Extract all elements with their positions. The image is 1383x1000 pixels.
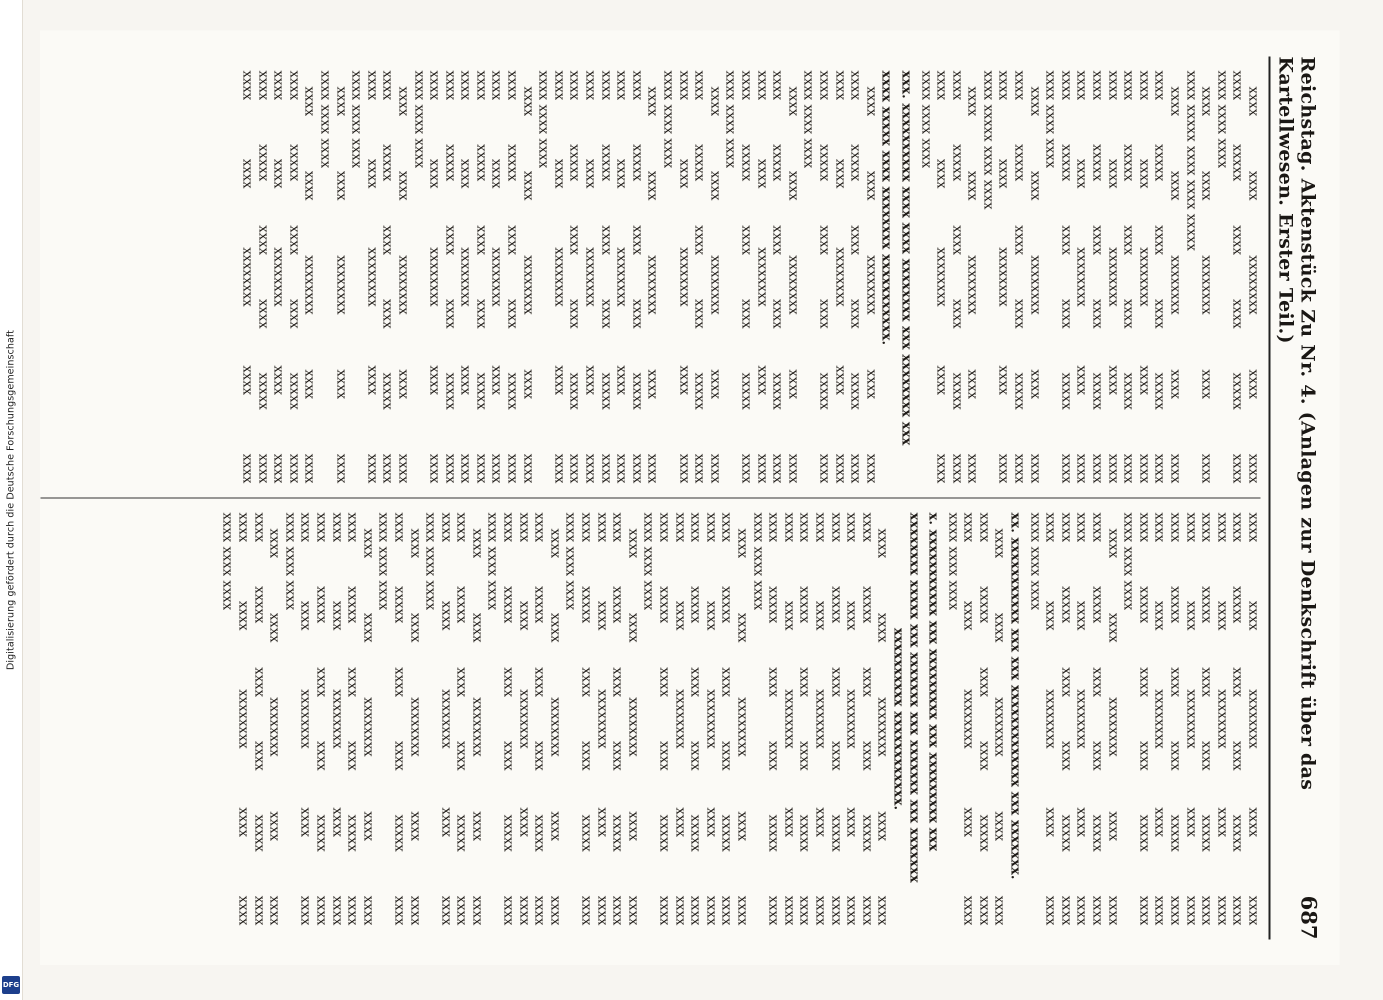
text-line: xxxx xxxxx xxxx xxxx xxxxx xxxx <box>1011 70 1027 484</box>
text-line: xxxx xxxx xxxxxxxx xxxx xxxx <box>1136 70 1152 484</box>
section-heading: xx. xxxxxxxxxxx xxx xxx xxxxxxxxxxxxx xxx xxxxxxx. <box>1007 512 1023 880</box>
text-line: xxxx xxxx xxxxxxxx xxxx xxxx <box>1183 512 1199 926</box>
text-line: xxxx xxxx xxxx <box>562 512 578 611</box>
scanned-page <box>40 31 1340 966</box>
text-line: xxxx xxxxx xxxx xxxx xxxxx xxxx <box>500 512 516 926</box>
text-line: xxxx xxxxx xxxx xxxx xxxxx xxxx <box>391 512 407 926</box>
text-line: xxxx xxxx xxxxxxxx xxxx xxxx <box>644 86 660 484</box>
scanned-page-area <box>40 30 1340 965</box>
text-line: xxxx xxxx xxxxxxxx xxxx xxxx <box>407 528 423 926</box>
text-line: xxxx xxxxx xxxx xxxx xxxxx xxxx <box>656 512 672 926</box>
text-line: xxxx xxxx xxxx <box>411 70 427 169</box>
text-line: xxxx xxxx xxxxxxxx xxxx xxxx <box>457 70 473 484</box>
text-line: xxxx xxxxx xxxx xxxx xxxxx xxxx <box>1229 70 1245 484</box>
text-line: xxxx xxxxx xxxx xxxx xxxxx xxxx <box>1089 70 1105 484</box>
text-line: xxxx xxxx xxxxxxxx xxxx xxxx <box>395 86 411 484</box>
page-number: 687 <box>1296 895 1322 940</box>
text-line: xxxx xxxxx xxxx xxxx xxxxx xxxx <box>286 70 302 484</box>
text-line: xxxx xxxx xxxx <box>640 512 656 611</box>
text-line: xxxx xxxx xxxxxxxx xxxx xxxx <box>1214 512 1230 926</box>
text-line: xxxx xxxxx xxxx xxxx <box>980 70 996 210</box>
text-line: xxxx xxxxx xxxx xxxx xxxxx xxxx <box>629 70 645 484</box>
text-line: xxxx xxxxx xxxx xxxx xxxxx xxxx <box>1089 512 1105 926</box>
text-line: xxxx xxxxx xxxx xxxx xxxxx xxxx <box>1198 512 1214 926</box>
text-line: xxxx xxxx xxxxxxxx xxxx xxxx <box>933 70 949 484</box>
text-line: xxxx xxxx xxxxxxxx xxxx xxxx <box>426 70 442 484</box>
dfg-logo-icon: DFG <box>2 976 20 994</box>
text-line: xxxx xxxx xxxxxxxx xxxx xxxx <box>734 528 750 926</box>
text-line: xxxx xxxxx xxxx xxxx xxxxx <box>1183 70 1199 251</box>
text-line: xxxx xxxxx xxxx xxxx xxxxx xxxx <box>687 512 703 926</box>
text-line: xxxx xxxxx xxxx xxxx xxxxx xxxx <box>718 512 734 926</box>
text-line: xxxx xxxxx xxxx xxxx xxxxx xxxx <box>769 70 785 484</box>
text-line: xxxx xxxx xxxxxxxx xxxx xxxx <box>1042 512 1058 926</box>
text-line: xxxx xxxx xxxxxxxx xxxx xxxx <box>992 528 1007 926</box>
text-line: xxxx xxxxx xxxx xxxx xxxxx xxxx <box>859 512 875 926</box>
text-line: xxxx xxxx xxxx <box>348 70 364 169</box>
text-line: xxxx xxxxx xxxx xxxx xxxxx xxxx <box>738 70 754 484</box>
text-line: xxxx xxxxx xxxx xxxx xxxxx xxxx <box>976 512 992 926</box>
text-line: xxxx xxxx xxxx <box>918 70 934 169</box>
text-line: xxxx xxxx xxxxxxxx xxxx xxxx <box>676 70 692 484</box>
text-line: xxxx xxxx xxxxxxxx xxxx xxxx <box>707 86 723 484</box>
text-line: xxxx xxxx xxxxxxxx xxxx xxxx <box>1198 86 1214 484</box>
text-line: xxxx xxxxx xxxx xxxx xxxxx xxxx <box>473 70 489 484</box>
section-heading: x. xxxxxxxxxxx xxx xxxxxxxxx xxx xxxxxxxxx xxx <box>925 512 941 852</box>
text-column-left <box>41 57 1261 498</box>
text-line: xxxx xxxx xxxx <box>1027 512 1043 611</box>
text-line: xxxx xxxx xxxxxxxx xxxx xxxx <box>520 86 536 484</box>
text-line: xxxx xxxx xxxxxxxx xxxx xxxx <box>703 512 719 926</box>
text-column-right <box>41 499 1261 940</box>
text-line: xxxx xxxx xxxxxxxx xxxx xxxx <box>582 70 598 484</box>
text-line: xxxx xxxxx xxxx xxxx xxxxx xxxx <box>578 512 594 926</box>
text-line: xxxx xxxx xxxxxxxx xxxx xxxx <box>960 512 976 926</box>
text-line: xxxx xxxx xxxxxxxx xxxx xxxx <box>625 528 641 926</box>
text-line: xxxx xxxx xxxxxxxx xxxx xxxx <box>547 528 563 926</box>
running-header <box>1269 57 1322 940</box>
text-line: xxxx xxxxx xxxx xxxx xxxxx xxxx <box>1151 70 1167 484</box>
text-line: xxxx xxxx xxxxxxxx xxxx xxxx <box>781 512 797 926</box>
text-line: xxxx xxxx xxxxxxxx xxxx xxxx <box>239 70 255 484</box>
text-line: xxxx xxxx xxxx <box>1042 70 1058 169</box>
text-line: xxxx xxxx xxxxxxxx xxxx xxxx <box>266 528 282 926</box>
section-heading: xxxxxxxx xxxxx xxx xxxxxxx xxx xxxxxxx xxx xxxxxxx <box>906 512 922 883</box>
text-line: xxxx xxxxx xxxx xxxx xxxxx xxxx <box>504 70 520 484</box>
text-line: xxxx xxxx xxxxxxxx xxxx xxxx <box>863 86 879 484</box>
text-line: xxxx xxxx xxxx <box>375 512 391 611</box>
text-line: xxxx xxxx xxxx <box>1214 70 1230 169</box>
text-line: xxxx xxxxx xxxx xxxx xxxxx xxxx <box>847 70 863 484</box>
text-line: xxxx xxxxx xxxx xxxx xxxxx xxxx <box>255 70 271 484</box>
text-line: xxxx xxxxx xxxx xxxx xxxxx xxxx <box>566 70 582 484</box>
text-line: xxxx xxxxx xxxx xxxx xxxxx xxxx <box>313 512 329 926</box>
section-heading: xxx. xxxxxxxxxx xxxx xxxx xxxxxxxx xxx xxxxxxxx xxx <box>898 70 914 446</box>
text-line: xxxx xxxx xxxxxxxx xxxx xxxx <box>360 528 376 926</box>
text-line: xxxx xxxxx xxxx xxxx xxxxx xxxx <box>453 512 469 926</box>
text-line: xxxx xxxx xxxxxxxx xxxx xxxx <box>489 70 504 484</box>
section-heading: xxxx xxxxx xxxx xxxxxxxx xxxxxxxxxxx. <box>878 70 894 346</box>
text-line: xxxx xxxxx xxxx xxxx xxxxx xxxx <box>816 70 832 484</box>
text-line: xxxx xxxx xxxx <box>422 512 438 611</box>
text-line: xxxx xxxx xxxxxxxx xxxx xxxx <box>812 512 828 926</box>
text-line: xxxx xxxx xxxxxxxx xxxx xxxx <box>516 512 532 926</box>
text-line: xxxx xxxx xxxxxxxx xxxx xxxx <box>613 70 629 484</box>
text-line: xxxx xxxx xxxxxxxx xxxx xxxx <box>301 86 317 484</box>
text-line: xxxx xxxx xxxxxxxx xxxx xxxx <box>438 512 454 926</box>
text-line: xxxx xxxxx xxxx xxxx xxxxx xxxx <box>344 512 360 926</box>
text-line: xxxx xxxxx xxxx xxxx xxxxx xxxx <box>1136 512 1152 926</box>
text-line: xxxx xxxx xxxx <box>535 70 551 169</box>
text-line: xxxx xxxx xxxx <box>317 70 333 169</box>
text-line: xxxx xxxx xxxxxxxx xxxx xxxx <box>235 512 251 926</box>
text-line: xxxx xxxx xxxxxxxx xxxx xxxx <box>364 70 380 484</box>
text-line: xxxx xxxxx xxxx xxxx xxxxx xxxx <box>1229 512 1245 926</box>
text-line: xxxx xxxx xxxxxxxx xxxx xxxx <box>996 70 1011 484</box>
text-line: xxxx xxxxx xxxx xxxx xxxxx xxxx <box>1058 70 1074 484</box>
text-line: xxxx xxxx xxxxxxxx xxxx xxxx <box>594 512 610 926</box>
text-line: xxxx xxxx xxxxxxxx xxxx xxxx <box>297 512 313 926</box>
text-line: xxxx xxxx xxxxxxxx xxxx xxxx <box>1245 86 1261 484</box>
text-line: xxxx xxxx xxxxxxxx xxxx xxxx <box>1245 512 1261 926</box>
text-line: xxxx xxxx xxxxxxxx xxxx xxxx <box>1105 70 1121 484</box>
text-line: xxxx xxxx xxxxxxxx xxxx xxxx <box>1027 86 1043 484</box>
text-line: xxxx xxxxx xxxx xxxx xxxxx xxxx <box>1120 70 1136 484</box>
text-line: xxxx xxxx xxxx <box>800 70 816 169</box>
text-line: xxxx xxxxx xxxx xxxx xxxxx xxxx <box>796 512 812 926</box>
section-heading: xxxxxxxxxx xxxxxxxxxxxx. <box>890 627 906 811</box>
text-line: xxxx xxxx xxxx <box>750 512 766 611</box>
text-line: xxxx xxxx xxxxxxxx xxxx xxxx <box>1073 70 1089 484</box>
text-line: xxxx xxxx xxxxxxxx xxxx xxxx <box>1105 528 1121 926</box>
text-line: xxxx xxxx xxxx <box>282 512 298 611</box>
text-line: xxxx xxxx xxxxxxxx xxxx xxxx <box>832 70 848 484</box>
text-line: xxxx xxxx xxxxxxxx xxxx xxxx <box>1151 512 1167 926</box>
text-line: xxxx xxxx xxxx <box>722 70 738 169</box>
text-line: xxxx xxxx xxxx <box>219 512 235 611</box>
text-line: xxxx xxxx xxxxxxxx xxxx xxxx <box>672 512 688 926</box>
digitization-credit: Digitalisierung gefördert durch die Deutsche Forschungsgemeinschaft <box>5 330 17 670</box>
text-line: xxxx xxxx xxxxxxxx xxxx xxxx <box>874 528 890 926</box>
text-line: xxxx xxxxx xxxx xxxx xxxxx xxxx <box>765 512 781 926</box>
text-line: xxxx xxxx xxxxxxxx xxxx xxxx <box>270 70 286 484</box>
text-line: xxxx xxxxx xxxx xxxx xxxxx xxxx <box>531 512 547 926</box>
text-line: xxxx xxxxx xxxx xxxx xxxxx xxxx <box>251 512 267 926</box>
text-line: xxxx xxxx xxxxxxxx xxxx xxxx <box>329 512 345 926</box>
text-line: xxxx xxxx xxxxxxxx xxxx xxxx <box>754 70 770 484</box>
text-line: xxxx xxxx xxxx <box>485 512 500 611</box>
text-line: xxxx xxxxx xxxx xxxx xxxxx xxxx <box>828 512 844 926</box>
text-line: xxxx xxxx xxxxxxxx xxxx xxxx <box>333 86 349 484</box>
text-line: xxxx xxxx xxxxxxxx xxxx xxxx <box>785 86 801 484</box>
text-line: xxxx xxxxx xxxx xxxx xxxxx xxxx <box>609 512 625 926</box>
page-header-title: Reichstag. Aktenstück Zu Nr. 4. (Anlagen zur Denkschrift über das Kartellwesen. Erster Teil.) <box>1274 56 1319 791</box>
text-line: xxxx xxxxx xxxx xxxx xxxxx xxxx <box>1167 512 1183 926</box>
text-line: xxxx xxxxx xxxx xxxx xxxxx xxxx <box>442 70 458 484</box>
text-line: xxxx xxxx xxxxxxxx xxxx xxxx <box>1073 512 1089 926</box>
text-line: xxxx xxxx xxxxxxxx xxxx xxxx <box>1167 86 1183 484</box>
text-columns <box>41 57 1261 940</box>
text-line: xxxx xxxxx xxxx xxxx xxxxx xxxx <box>379 70 395 484</box>
text-line: xxxx xxxx xxxxxxxx xxxx xxxx <box>469 528 485 926</box>
text-line: xxxx xxxxx xxxx xxxx xxxxx xxxx <box>949 70 965 484</box>
text-line: xxxx xxxx xxxx <box>660 70 676 169</box>
text-line: xxxx xxxx xxxxxxxx xxxx xxxx <box>964 86 980 484</box>
text-line: xxxx xxxxx xxxx xxxx xxxxx xxxx <box>598 70 614 484</box>
digitization-credit-strip <box>0 0 23 1000</box>
text-line: xxxx xxxx xxxxxxxx xxxx xxxx <box>843 512 859 926</box>
text-line: xxxx xxxxx xxxx xxxx xxxxx xxxx <box>691 70 707 484</box>
text-line: xxxx xxxxx xxxx xxxx xxxxx xxxx <box>1058 512 1074 926</box>
text-line: xxxx xxxx xxxxxxxx xxxx xxxx <box>551 70 567 484</box>
text-line: xxxx xxxx xxxx <box>945 512 961 611</box>
text-line: xxxx xxxx xxxx <box>1120 512 1136 611</box>
